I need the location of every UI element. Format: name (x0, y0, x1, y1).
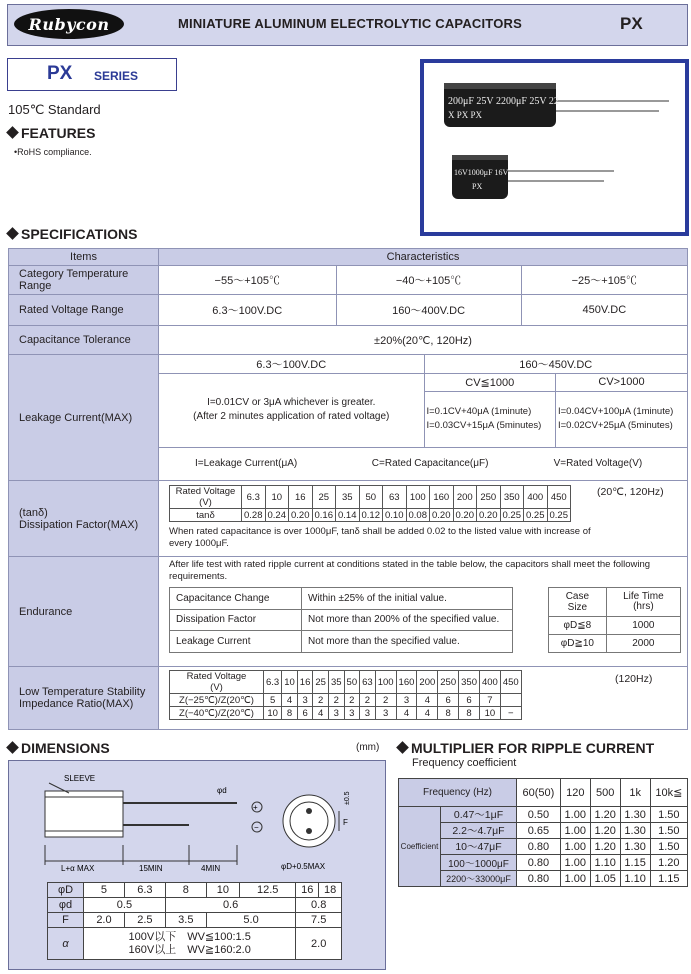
endurance-tables (169, 587, 681, 653)
ripple-val: 1.30 (620, 807, 650, 823)
ripple-val: 1.50 (650, 839, 687, 855)
dv: 25 (312, 486, 336, 509)
z2: 3 (328, 707, 344, 720)
ripple-val: 1.20 (590, 807, 620, 823)
tolerance-label: Capacitance Tolerance (9, 326, 159, 355)
coef-label: Coefficient (399, 807, 441, 887)
dim-d: 0.5 (84, 898, 166, 913)
lv: 160 (396, 671, 417, 694)
tan-val: 0.10 (383, 509, 407, 522)
lowtemp-cond: (120Hz) (615, 673, 653, 685)
lowtemp-cell (159, 667, 688, 730)
ripple-sub: Frequency coefficient (412, 757, 517, 769)
ripple-cap: 2200〜33000μF (441, 871, 517, 887)
endurance-intro: After life test with rated ripple current at conditions stated in the table below, the capacitors shall meet the following requirements. (169, 559, 651, 582)
endurance-label: Endurance (9, 557, 159, 667)
dim-F: 5.0 (206, 913, 296, 928)
cv-low-line: I=0.1CV+40μA (1minute) (426, 406, 532, 417)
ripple-val: 1.10 (620, 871, 650, 887)
dim-D: 18 (319, 883, 342, 898)
lv: 50 (344, 671, 360, 694)
dissipation-label-line: (tanδ) (19, 506, 48, 519)
z1: 2 (328, 694, 344, 707)
tan-val: 0.25 (524, 509, 548, 522)
z2: 8 (459, 707, 480, 720)
lowtemp-head-v: (V) (210, 682, 223, 693)
lv: 25 (313, 671, 329, 694)
ripple-val: 1.15 (620, 855, 650, 871)
z2: 8 (438, 707, 459, 720)
ripple-val: 1.20 (650, 855, 687, 871)
lowtemp-row2-label: Z(−40℃)/Z(20℃) (170, 707, 264, 720)
cap1-label-a: 200μF 25V 2200μF 25V 22 (448, 96, 559, 107)
dissipation-cell (159, 481, 688, 557)
ripple-val: 0.50 (517, 807, 561, 823)
z1: 2 (375, 694, 396, 707)
dv: 100 (406, 486, 430, 509)
tan-val: 0.20 (430, 509, 454, 522)
freq: 120 (560, 779, 590, 807)
end-item: Dissipation Factor (170, 609, 302, 631)
z2: 6 (297, 707, 313, 720)
lowtemp-label-line: Impedance Ratio(MAX) (19, 698, 134, 710)
tan-val: 0.24 (265, 509, 289, 522)
fig-05: ±0.5 (344, 791, 351, 805)
z2: 10 (479, 707, 500, 720)
product-photo (420, 59, 689, 236)
dim-d: 0.6 (165, 898, 296, 913)
dv: 400 (524, 486, 548, 509)
ripple-val: 1.15 (650, 871, 687, 887)
z1: 4 (282, 694, 298, 707)
lowtemp-label-line: Low Temperature Stability (19, 686, 146, 698)
end-value: Not more than the specified value. (302, 631, 513, 653)
dim-F-label: F (48, 913, 84, 928)
tan-label: tanδ (170, 509, 242, 522)
logo-text: Rubycon (28, 14, 110, 34)
leakage-low-body (159, 373, 424, 447)
life-head-case: Case Size (549, 588, 607, 617)
dv: 350 (500, 486, 524, 509)
dim-F: 3.5 (165, 913, 206, 928)
z1: 4 (417, 694, 438, 707)
dissipation-cond: (20℃, 120Hz) (597, 486, 664, 498)
cap1-label-b: X PX PX (448, 110, 483, 120)
endurance-cell (159, 557, 688, 667)
leakage-low-line: (After 2 minutes application of rated voltage) (193, 411, 390, 422)
cap2-label-b: PX (472, 182, 483, 191)
ripple-val: 0.80 (517, 871, 561, 887)
voltage-value: 6.3〜100V.DC (159, 295, 337, 326)
capacitor-drawing (9, 761, 385, 881)
life-hrs: 2000 (606, 635, 680, 653)
diamond-icon (6, 227, 19, 240)
ripple-val: 1.20 (590, 823, 620, 839)
fig-pd: φd (217, 786, 227, 795)
dim-D: 16 (296, 883, 319, 898)
z1: 2 (313, 694, 329, 707)
dv: 63 (383, 486, 407, 509)
cv-high-line: I=0.02CV+25μA (5minutes) (557, 420, 673, 431)
dissipation-head (170, 486, 242, 509)
tan-val: 0.20 (477, 509, 501, 522)
tan-val: 0.20 (289, 509, 313, 522)
svg-text:+: + (253, 803, 258, 812)
diamond-icon (396, 741, 409, 754)
leakage-cell (159, 355, 688, 481)
voltage-value: 450V.DC (521, 295, 687, 326)
lowtemp-table (169, 670, 522, 720)
lowtemp-row1-label: Z(−25℃)/Z(20℃) (170, 694, 264, 707)
z1: 6 (438, 694, 459, 707)
tan-val: 0.20 (453, 509, 477, 522)
dim-D: 5 (84, 883, 125, 898)
cv-high-body (555, 391, 687, 447)
ripple-val: 1.00 (560, 871, 590, 887)
lowtemp-head (170, 671, 264, 694)
lv: 400 (479, 671, 500, 694)
dissipation-label (9, 481, 159, 557)
dim-F: 7.5 (296, 913, 342, 928)
fig-len: L+α MAX (61, 864, 95, 873)
life-head-time: Life Time (hrs) (606, 588, 680, 617)
specifications-heading (8, 226, 137, 242)
ripple-val: 0.80 (517, 855, 561, 871)
dimensions-heading-text: DIMENSIONS (21, 740, 110, 756)
ripple-val: 1.30 (620, 823, 650, 839)
dissipation-head-v: (V) (199, 497, 212, 508)
dissipation-note: When rated capacitance is over 1000μF, tanδ shall be added 0.02 to the listed value with increase of every 1000μF. (169, 526, 591, 549)
z2: 4 (313, 707, 329, 720)
fig-sleeve: SLEEVE (64, 774, 96, 783)
dim-a (84, 928, 296, 960)
leakage-low-line: I=0.01CV or 3μA whichever is greater. (207, 397, 376, 408)
dimensions-heading (8, 740, 110, 756)
freq: 500 (590, 779, 620, 807)
dv: 6.3 (242, 486, 266, 509)
freq: 60(50) (517, 779, 561, 807)
dv: 50 (359, 486, 383, 509)
end-value: Not more than 200% of the specified value. (302, 609, 513, 631)
tan-val: 0.16 (312, 509, 336, 522)
legend-c: C=Rated Capacitance(μF) (371, 458, 489, 470)
ripple-cap: 100〜1000μF (441, 855, 517, 871)
diamond-icon (6, 741, 19, 754)
dissipation-head-rv: Rated Voltage (175, 486, 236, 497)
z1: 7 (479, 694, 500, 707)
cv-low-line: I=0.03CV+15μA (5minutes) (426, 420, 542, 431)
ripple-val: 1.50 (650, 807, 687, 823)
cv-high-head: CV>1000 (555, 373, 687, 391)
ripple-table (398, 778, 688, 887)
tolerance-value: ±20%(20℃, 120Hz) (159, 326, 688, 355)
dv: 35 (336, 486, 360, 509)
dv: 450 (547, 486, 571, 509)
ripple-val: 1.20 (590, 839, 620, 855)
rubycon-logo (14, 9, 124, 39)
z2: 4 (417, 707, 438, 720)
lv: 35 (328, 671, 344, 694)
dim-F: 2.0 (84, 913, 125, 928)
dim-d: 0.8 (296, 898, 342, 913)
temp-label: Category Temperature Range (9, 266, 159, 295)
lv: 450 (500, 671, 521, 694)
feature-item: •RoHS compliance. (14, 147, 92, 157)
leakage-legend (159, 447, 687, 480)
z2: 3 (344, 707, 360, 720)
ripple-heading-text: MULTIPLIER FOR RIPPLE CURRENT (411, 740, 655, 756)
lv: 10 (282, 671, 298, 694)
lv: 100 (375, 671, 396, 694)
col-items: Items (9, 249, 159, 266)
lv: 6.3 (264, 671, 282, 694)
specifications-heading-text: SPECIFICATIONS (21, 226, 138, 242)
capacitor-photo (424, 63, 685, 232)
diamond-icon (6, 126, 19, 139)
ripple-val: 1.30 (620, 839, 650, 855)
life-case: φD≧10 (549, 635, 607, 653)
z2: 3 (375, 707, 396, 720)
dissipation-table (169, 485, 571, 522)
freq: 10k≦ (650, 779, 687, 807)
tan-val: 0.25 (500, 509, 524, 522)
voltage-label: Rated Voltage Range (9, 295, 159, 326)
leakage-high-head: 160〜450V.DC (424, 355, 687, 373)
z2: 10 (264, 707, 282, 720)
dv: 16 (289, 486, 313, 509)
z2: 8 (282, 707, 298, 720)
z1: 6 (459, 694, 480, 707)
fig-pD: φD+0.5MAX (281, 862, 326, 871)
z2: 4 (396, 707, 417, 720)
ripple-val: 1.00 (560, 855, 590, 871)
standard-label: 105℃ Standard (8, 102, 101, 117)
z1: 2 (344, 694, 360, 707)
fig-15: 15MIN (139, 864, 163, 873)
cv-low-head: CV≦1000 (424, 373, 555, 391)
dim-a-line: 160V以上 WV≧160:2.0 (128, 943, 251, 956)
end-item: Capacitance Change (170, 588, 302, 610)
legend-v: V=Rated Voltage(V) (553, 458, 643, 470)
fig-4: 4MIN (201, 864, 221, 873)
ripple-val: 1.50 (650, 823, 687, 839)
freq: 1k (620, 779, 650, 807)
ripple-cap: 10〜47μF (441, 839, 517, 855)
z1 (500, 694, 521, 707)
dim-D-label: φD (48, 883, 84, 898)
features-heading-text: FEATURES (21, 125, 96, 141)
life-hrs: 1000 (606, 617, 680, 635)
tan-val: 0.08 (406, 509, 430, 522)
leakage-low-head: 6.3〜100V.DC (159, 355, 424, 373)
col-characteristics: Characteristics (159, 249, 688, 266)
ripple-val: 1.00 (560, 823, 590, 839)
tan-val: 0.25 (547, 509, 571, 522)
dim-F: 2.5 (124, 913, 165, 928)
legend-i: I=Leakage Current(μA) (195, 458, 298, 470)
ripple-cap: 2.2〜4.7μF (441, 823, 517, 839)
dv: 250 (477, 486, 501, 509)
ripple-val: 0.80 (517, 839, 561, 855)
series-word: SERIES (94, 69, 139, 83)
dim-a-right: 2.0 (296, 928, 342, 960)
cap2-label-a: 16V1000μF 16V (454, 168, 509, 177)
dv: 160 (430, 486, 454, 509)
lowtemp-head-rv: Rated Voltage (186, 671, 247, 682)
temp-value: −55〜+105℃ (159, 266, 337, 295)
lv: 16 (297, 671, 313, 694)
ripple-val: 1.00 (560, 807, 590, 823)
specifications-table (8, 248, 688, 730)
cv-low-body (424, 391, 555, 447)
ripple-val: 0.65 (517, 823, 561, 839)
ripple-val: 1.10 (590, 855, 620, 871)
end-value: Within ±25% of the initial value. (302, 588, 513, 610)
z1: 3 (297, 694, 313, 707)
features-heading (8, 125, 95, 141)
endurance-criteria (169, 587, 513, 653)
ripple-val: 1.00 (560, 839, 590, 855)
tan-val: 0.28 (242, 509, 266, 522)
leakage-label: Leakage Current(MAX) (9, 355, 159, 481)
z1: 2 (360, 694, 376, 707)
z2: 3 (360, 707, 376, 720)
ripple-val: 1.05 (590, 871, 620, 887)
z1: 3 (396, 694, 417, 707)
lv: 350 (459, 671, 480, 694)
tan-val: 0.12 (359, 509, 383, 522)
dim-a-label: α (48, 928, 84, 960)
dimensions-table (47, 882, 342, 960)
series-box (7, 58, 177, 91)
series-name: PX (47, 63, 73, 84)
life-table (548, 587, 681, 653)
temp-value: −25〜+105℃ (521, 266, 687, 295)
z1: 5 (264, 694, 282, 707)
page-title: MINIATURE ALUMINUM ELECTROLYTIC CAPACITORS (178, 16, 522, 31)
freq-label: Frequency (Hz) (399, 779, 517, 807)
ripple-heading (398, 740, 654, 756)
lv: 63 (360, 671, 376, 694)
dv: 10 (265, 486, 289, 509)
dim-D: 8 (165, 883, 206, 898)
dim-D: 12.5 (240, 883, 296, 898)
leakage-grid (159, 355, 687, 480)
tan-val: 0.14 (336, 509, 360, 522)
dim-D: 10 (206, 883, 239, 898)
series-code: PX (620, 14, 643, 33)
dissipation-label-line: Dissipation Factor(MAX) (19, 518, 139, 531)
cv-high-line: I=0.04CV+100μA (1minute) (557, 406, 674, 417)
dimensions-unit: (mm) (356, 742, 380, 753)
voltage-value: 160〜400V.DC (336, 295, 521, 326)
dim-D: 6.3 (124, 883, 165, 898)
end-item: Leakage Current (170, 631, 302, 653)
z2: − (500, 707, 521, 720)
lv: 200 (417, 671, 438, 694)
fig-F: F (343, 818, 348, 827)
dim-d-label: φd (48, 898, 84, 913)
temp-value: −40〜+105℃ (336, 266, 521, 295)
lv: 250 (438, 671, 459, 694)
dim-a-line: 100V以下 WV≦100:1.5 (128, 930, 251, 943)
ripple-cap: 0.47〜1μF (441, 807, 517, 823)
life-case: φD≦8 (549, 617, 607, 635)
dv: 200 (453, 486, 477, 509)
svg-text:−: − (254, 823, 259, 832)
lowtemp-label (9, 667, 159, 730)
